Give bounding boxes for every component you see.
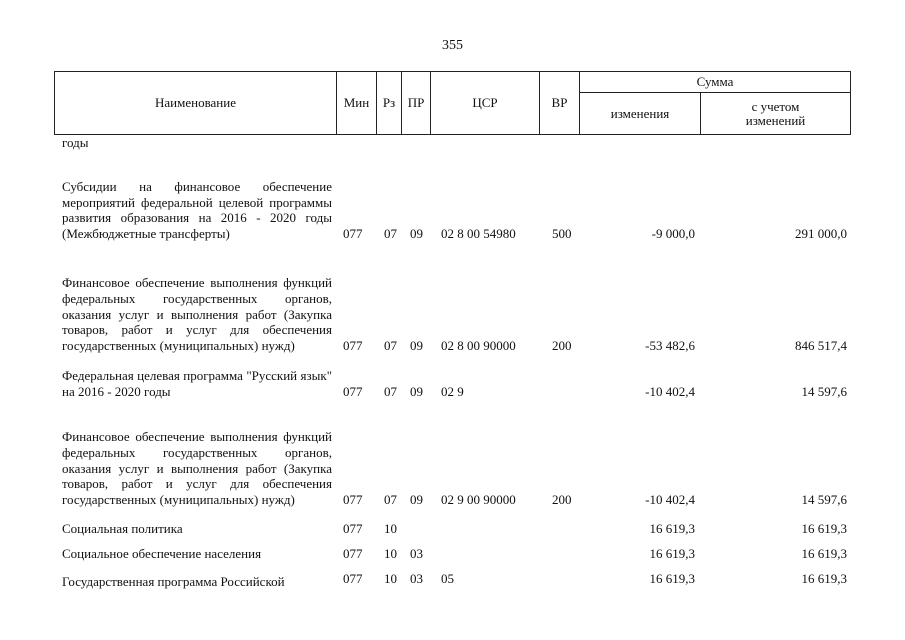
row-min: 077 [343, 492, 363, 508]
row-change: 16 619,3 [649, 521, 695, 537]
header-sum: Сумма [580, 72, 851, 93]
header-vr: ВР [540, 72, 580, 135]
row-rz: 07 [384, 384, 397, 400]
row-name: Субсидии на финансовое обеспечение мероприятий федеральной целевой программы развития образования на 2016 - 2020 годы (Межбюджетные трансферты) [62, 178, 332, 242]
row-min: 077 [343, 571, 363, 587]
header-change: изменения [580, 93, 701, 135]
header-csr: ЦСР [431, 72, 540, 135]
table-row [0, 570, 905, 590]
row-name: Социальное обеспечение населения [62, 546, 262, 562]
table-row [0, 256, 905, 354]
row-total: 14 597,6 [801, 384, 847, 400]
row-csr: 05 [441, 571, 454, 587]
row-rz: 07 [384, 338, 397, 354]
row-vr: 200 [552, 492, 572, 508]
row-csr: 02 8 00 90000 [441, 338, 516, 354]
row-change: 16 619,3 [649, 571, 695, 587]
row-pr: 09 [410, 338, 423, 354]
table-header [54, 71, 851, 135]
row-name: Финансовое обеспечение выполнения функций федеральных государственных органов, оказания услуг и выполнения работ (Закупка товаров, работ и услуг для обеспечения государственных (муниципальных) нужд) [62, 429, 332, 508]
row-change: -53 482,6 [645, 338, 695, 354]
row-total: 14 597,6 [801, 492, 847, 508]
row-total: 16 619,3 [801, 521, 847, 537]
row-min: 077 [343, 546, 363, 562]
row-rz: 10 [384, 546, 397, 562]
row-name: Федеральная целевая программа "Русский язык" на 2016 - 2020 годы [62, 368, 332, 400]
row-pr: 09 [410, 492, 423, 508]
row-csr: 02 9 [441, 384, 464, 400]
table-row [0, 544, 905, 562]
page-number: 355 [442, 38, 463, 53]
row-total: 16 619,3 [801, 571, 847, 587]
row-name: Финансовое обеспечение выполнения функций федеральных государственных органов, оказания услуг и выполнения работ (Закупка товаров, работ и услуг для обеспечения государственных (муниципальных) нужд) [62, 275, 332, 354]
row-total: 291 000,0 [795, 226, 847, 242]
row-csr: 02 9 00 90000 [441, 492, 516, 508]
row-rz: 07 [384, 226, 397, 242]
row-total: 846 517,4 [795, 338, 847, 354]
row-name: Социальная политика [62, 521, 183, 537]
row-change: -10 402,4 [645, 384, 695, 400]
row-change: -9 000,0 [651, 226, 695, 242]
table-row [0, 519, 905, 537]
table-row [0, 160, 905, 242]
row-total: 16 619,3 [801, 546, 847, 562]
header-name: Наименование [55, 72, 337, 135]
header-pr: ПР [402, 72, 431, 135]
table-row [0, 408, 905, 508]
header-with-change [701, 93, 851, 135]
row-change: -10 402,4 [645, 492, 695, 508]
row-rz: 10 [384, 571, 397, 587]
row-pr: 09 [410, 384, 423, 400]
row-rz: 07 [384, 492, 397, 508]
row-vr: 500 [552, 226, 572, 242]
row-vr: 200 [552, 338, 572, 354]
row-name: годы [62, 135, 89, 151]
row-pr: 09 [410, 226, 423, 242]
table-row [0, 367, 905, 400]
row-min: 077 [343, 226, 363, 242]
header-min: Мин [337, 72, 377, 135]
row-pr: 03 [410, 571, 423, 587]
row-pr: 03 [410, 546, 423, 562]
header-rz: Рз [377, 72, 402, 135]
row-change: 16 619,3 [649, 546, 695, 562]
row-min: 077 [343, 384, 363, 400]
header-with-change-line1: с учетом [751, 98, 800, 114]
row-min: 077 [343, 521, 363, 537]
row-rz: 10 [384, 521, 397, 537]
row-name: Государственная программа Российской [62, 574, 285, 590]
row-csr: 02 8 00 54980 [441, 226, 516, 242]
row-min: 077 [343, 338, 363, 354]
header-with-change-line2: изменений [745, 112, 806, 128]
continuation-row [0, 135, 905, 151]
